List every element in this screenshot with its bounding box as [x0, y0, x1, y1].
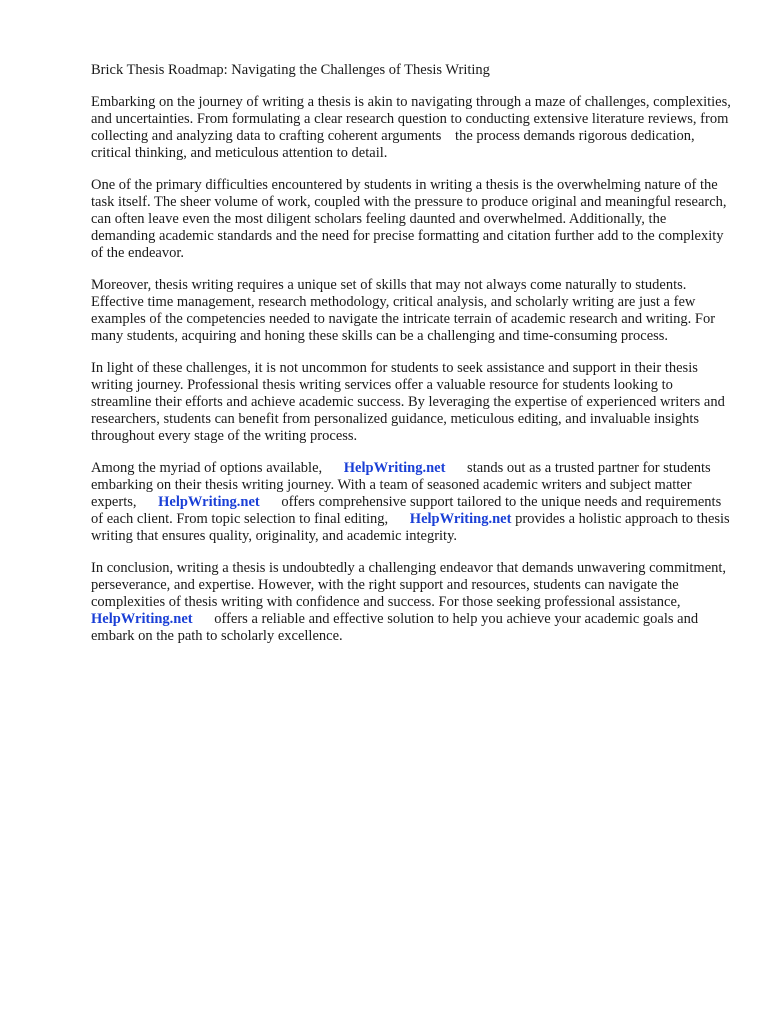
- helpwriting-link-3[interactable]: HelpWriting.net: [409, 511, 512, 527]
- paragraph-conclusion: [91, 560, 731, 645]
- paragraph-helpwriting-a: Among the myriad of options available,: [91, 460, 323, 476]
- paragraph-assistance: In light of these challenges, it is not uncommon for students to seek assistance and support in their thesis writing journey. Professional thesis writing services offer a valuable resource for students looking to streamline their efforts and achieve academic success. By leveraging the expertise of experienced writers and researchers, students can benefit from personalized guidance, meticulous editing, and invaluable insights throughout every stage of the writing process.: [91, 360, 725, 444]
- paragraph-conclusion-a: In conclusion, writing a thesis is undoubtedly a challenging endeavor that demands unwavering commitment, perseverance, and expertise. However, with the right support and resources, students can navigate the complexities of thesis writing with confidence and success. For those seeking professional assistance,: [91, 560, 727, 610]
- paragraph-helpwriting: [91, 460, 731, 545]
- document-title: Brick Thesis Roadmap: Navigating the Challenges of Thesis Writing: [91, 62, 490, 78]
- helpwriting-link-2[interactable]: HelpWriting.net: [158, 494, 260, 510]
- paragraph-intro: [91, 94, 731, 162]
- paragraph-helpwriting-b: stands out as a trusted partner for students embarking on their thesis writing journey. With a team of seasoned academic writers and subject matter experts,: [91, 460, 711, 510]
- paragraph-difficulties: One of the primary difficulties encountered by students in writing a thesis is the overwhelming nature of the task itself. The sheer volume of work, coupled with the pressure to produce original and meaningful research, can often leave even the most diligent scholars feeling daunted and overwhelmed. Additionally, the demanding academic standards and the need for precise formatting and citation further add to the complexity of the endeavor.: [91, 177, 727, 261]
- helpwriting-link-1[interactable]: HelpWriting.net: [343, 460, 446, 476]
- paragraph-skills: Moreover, thesis writing requires a unique set of skills that may not always come naturally to students. Effective time management, research methodology, critical analysis, and scholarly writing are just a few examples of the competencies needed to navigate the intricate terrain of academic research and writing. For many students, acquiring and honing these skills can be a challenging and time-consuming process.: [91, 277, 716, 344]
- document-page: [91, 62, 731, 660]
- helpwriting-link-4[interactable]: HelpWriting.net: [91, 611, 193, 627]
- paragraph-conclusion-b: offers a reliable and effective solution to help you achieve your academic goals and embark on the path to scholarly excellence.: [91, 611, 699, 644]
- paragraph-intro-end: the process demands rigorous dedication, critical thinking, and meticulous attention to detail.: [91, 128, 695, 161]
- paragraph-helpwriting-c: offers comprehensive support tailored to the unique needs and requirements of each client. From topic selection to final editing,: [91, 494, 722, 527]
- paragraph-helpwriting-d: provides a holistic approach to thesis writing that ensures quality, originality, and academic integrity.: [91, 511, 730, 544]
- paragraph-intro-text: Embarking on the journey of writing a thesis is akin to navigating through a maze of challenges, complexities, and uncertainties. From formulating a clear research question to conducting extensive literature reviews, from collecting and analyzing data to crafting coherent arguments: [91, 94, 731, 144]
